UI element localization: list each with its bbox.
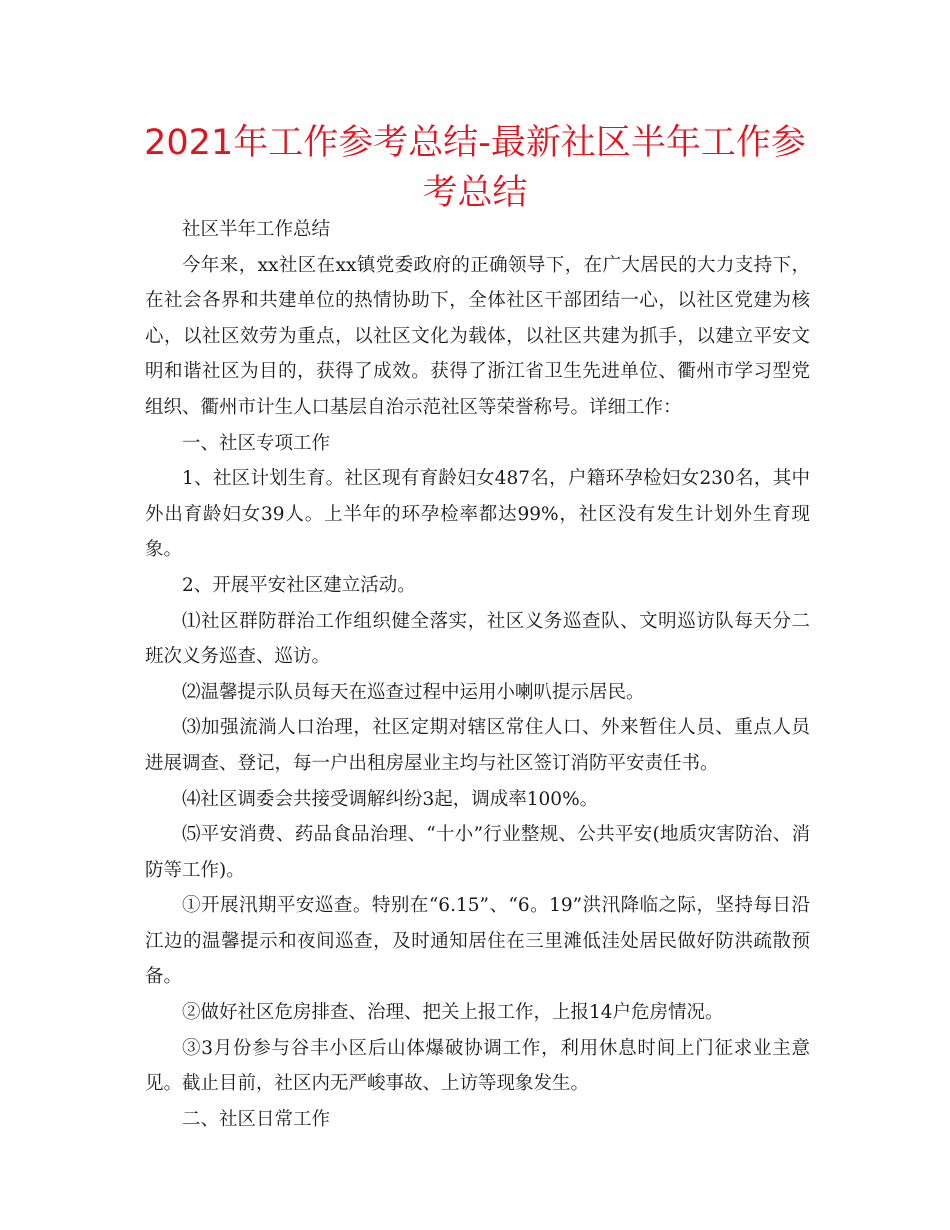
section-heading-special-work: 一、社区专项工作	[182, 432, 331, 454]
section-heading-daily-work: 二、社区日常工作	[182, 1108, 331, 1130]
document-body	[145, 212, 810, 1137]
paragraph-family-planning: 1、社区计划生育。社区现有育龄妇女487名，户籍环孕检妇女230名，其中外出育龄妇女39人。上半年的环孕检率都达99%，社区没有发生计划外生育现象。	[145, 468, 810, 561]
paragraph-subitem-3: ③3月份参与谷丰小区后山体爆破协调工作，利用休息时间上门征求业主意见。截止目前，社区内无严峻事故、上访等现象发生。	[145, 1037, 810, 1095]
paragraph-heading: 社区半年工作总结	[182, 219, 331, 240]
paragraph-item-1: ⑴社区群防群治工作组织健全落实，社区义务巡查队、文明巡访队每天分二班次义务巡查、巡访。	[145, 610, 810, 668]
document-title: 2021年工作参考总结-最新社区半年工作参考总结	[144, 123, 806, 213]
paragraph-subitem-1: ①开展汛期平安巡查。特别在“6.15”、“6。19”洪汛降临之际，坚持每日沿江边的温馨提示和夜间巡查，及时通知居住在三里滩低洼处居民做好防洪疏散预备。	[145, 895, 810, 988]
paragraph-item-3: ⑶加强流淌人口治理，社区定期对辖区常住人口、外来暂住人员、重点人员进展调查、登记，每一户出租房屋业主均与社区签订消防平安责任书。	[145, 717, 810, 774]
paragraph-subitem-2: ②做好社区危房排查、治理、把关上报工作，上报14户危房情况。	[182, 1002, 724, 1024]
paragraph-item-5: ⑸平安消费、药品食品治理、“十小”行业整规、公共平安(地质灾害防治、消防等工作)。	[145, 824, 810, 881]
paragraph-item-4: ⑷社区调委会共接受调解纠纷3起，调成率100%。	[182, 788, 599, 810]
paragraph-intro: 今年来，xx社区在xx镇党委政府的正确领导下，在广大居民的大力支持下，在社会各界和共建单位的热情协助下，全体社区干部团结一心，以社区党建为核心，以社区效劳为重点，以社区文化为载体，以社区共建为抓手，以建立平安文明和谐社区为目的，获得了成效。获得了浙江省卫生先进单位、衢州市学习型党组织、衢州市计生人口基层自治示范社区等荣誉称号。详细工作：	[145, 254, 810, 418]
paragraph-safe-community: 2、开展平安社区建立活动。	[182, 574, 416, 596]
paragraph-item-2: ⑵温馨提示队员每天在巡查过程中运用小喇叭提示居民。	[182, 681, 645, 703]
